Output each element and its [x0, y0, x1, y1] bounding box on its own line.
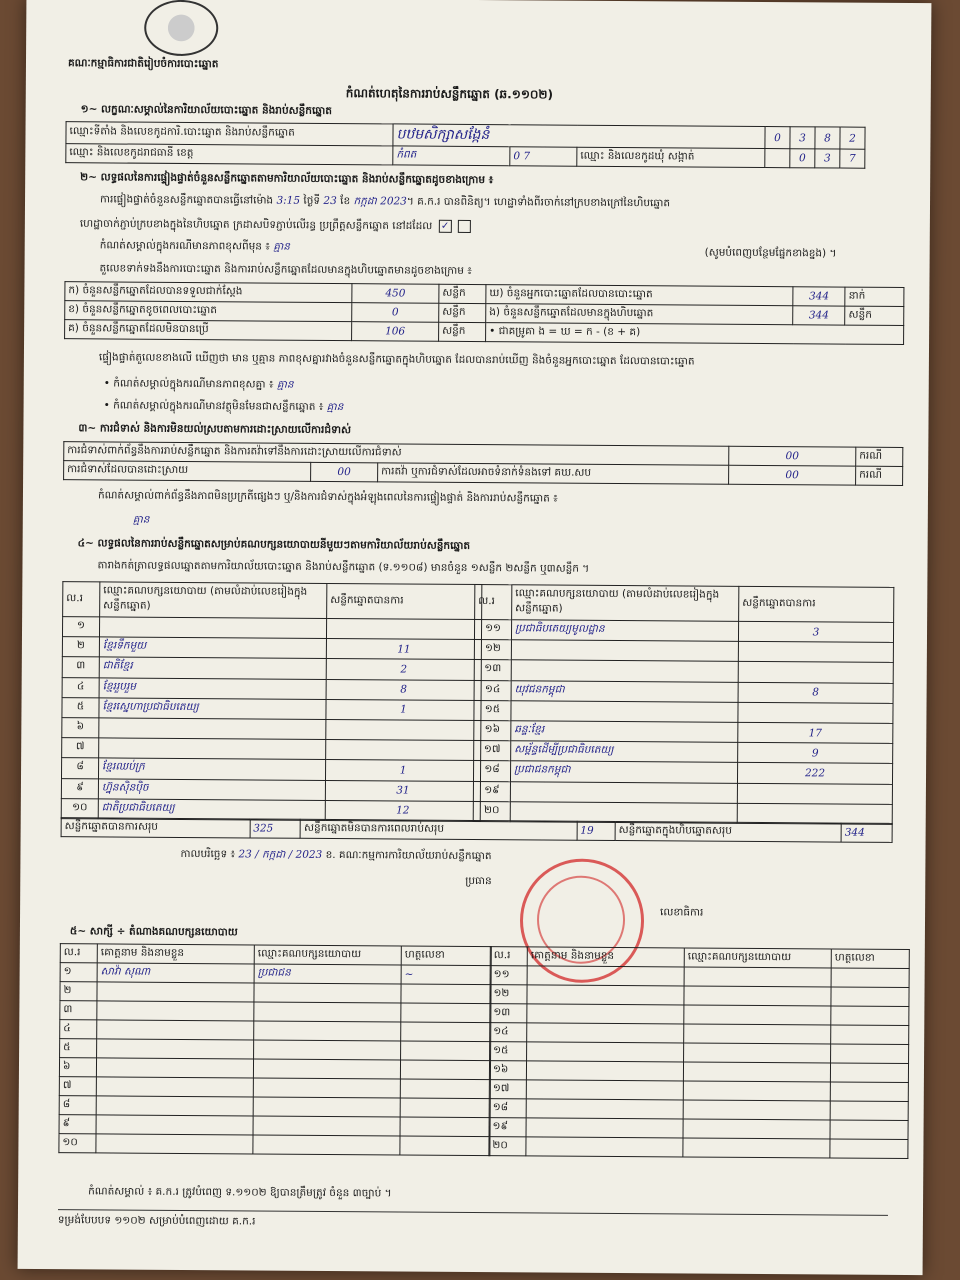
witness-name [526, 1099, 683, 1119]
note-difference: • កំណត់សម្គាល់ក្នុងករណីមានភាពខុសគ្នា ៖ គ្មាន [103, 377, 294, 391]
emblem-logo [144, 0, 218, 56]
witness-signature [400, 1117, 490, 1137]
row-number: ៥ [62, 697, 99, 717]
row-number: ១៦ [474, 720, 511, 740]
row-number: ១៩ [489, 1118, 526, 1137]
witness-party [684, 967, 831, 987]
votes: 17 [738, 722, 893, 743]
votes: 31 [325, 780, 480, 801]
province-value: កំពត [393, 146, 510, 166]
code-digit: 3 [815, 149, 840, 168]
row-number: ៥ [60, 1039, 97, 1058]
form-title: កំណត់ហេតុនៃការរាប់សន្លឹកឆ្នោត (ឆ.១១០២) [345, 86, 554, 102]
row-number: ២ [60, 982, 97, 1001]
row-number: ៦ [59, 1058, 96, 1077]
witness-party [254, 1021, 401, 1041]
witness-name [527, 1042, 684, 1062]
witness-signature [400, 1098, 490, 1118]
party-name: ខ្មែរស្នេហាប្រជាធិបតេយ្យ [99, 698, 326, 720]
chair-label: ប្រធាន [465, 874, 492, 888]
verify-line: ការផ្ទៀងផ្ទាត់ចំនួនសន្លឹកឆ្នោតបានធ្វើនៅម៉ោង 3:15 ថ្ងៃទី 23 ខែ កក្កដា 2023។ គ.ក.រ បានពិនិត្យ។ ហេដ្ឋាទាំងពីរចាក់នៅក្របខាងក្រៅនៃហិបឆ្នោត [99, 193, 671, 210]
witness-party [683, 1119, 830, 1139]
received-count: 450 [352, 284, 439, 304]
row-number: ១៥ [490, 1042, 527, 1061]
party-name: ខ្មែរទឹកមួយ [99, 637, 326, 659]
witness-signature [401, 1003, 491, 1023]
party-name [99, 718, 326, 740]
section3-title: ៣~ ការជំទាស់ និងការមិនយល់ស្របតាមការដោះស្រាយលើការជំទាស់ [78, 422, 352, 437]
province-label: ឈ្មោះ និងលេខកូដរាជធានី ខេត្ត [66, 144, 393, 165]
checkbox-yes: ✓ [439, 220, 452, 233]
form-sheet [18, 0, 932, 1275]
witness-party [683, 1081, 830, 1101]
party-name [99, 738, 326, 760]
code-digit: 8 [815, 127, 840, 149]
row-number: ១ [62, 617, 99, 637]
code-digit: 3 [790, 127, 815, 149]
votes: 8 [326, 679, 481, 700]
party-name: ឆន្ទៈខ្មែរ [511, 721, 738, 743]
witness-name [526, 1137, 683, 1157]
witness-row [59, 1134, 490, 1156]
fill-note: (សូមបំពេញបន្ថែមផ្នែកខាងខ្នង) ។ [704, 246, 837, 260]
row-number: ១៤ [490, 1023, 527, 1042]
votes: 2 [326, 659, 481, 680]
witness-party [253, 1097, 400, 1117]
objection-note-value: គ្មាន [132, 513, 150, 526]
voters-count: 344 [793, 287, 845, 306]
witness-signature: ~ [401, 965, 491, 985]
verify-time: 3:15 [276, 194, 301, 207]
change-note: កំណត់សម្គាល់ក្នុងករណីមានភាពខុសពីមុន ៖ គ្មាន [99, 239, 291, 253]
witness-name [97, 1020, 254, 1040]
votes [737, 783, 892, 804]
witness-name [527, 1004, 684, 1024]
party-name: ជាតិប្រជាធិបតេយ្យ [98, 799, 325, 821]
figures-table: ក) ចំនួនសន្លឹកឆ្នោតដែលបានទទួលជាក់ស្តែង 450 សន្លឹក ឃ) ចំនួនអ្នកបោះឆ្នោតដែលបានបោះឆ្នោត 344 នាក់ ខ) ចំនួនសន្លឹកឆ្នោតខូចពេលបោះឆ្នោត 0 សន្លឹក ង) ចំនួនសន្លឹកឆ្នោតដែលមានក្នុងហិបឆ្នោត 344 សន្លឹក គ) ចំនួនសន្លឹកឆ្នោតដែលមិនបានប្រើ 106 សន្លឹក • ជាគម្រូគា ង = ឃ = ក - (ខ + គ) [64, 281, 904, 345]
witness-signature [831, 1025, 909, 1045]
party-name [511, 640, 738, 662]
votes: 8 [738, 682, 893, 703]
witness-party [683, 1138, 830, 1158]
note-objects: • កំណត់សម្គាល់ក្នុងករណីមានវត្ថុមិនមែនជាសន្លឹកឆ្នោត ៖ គ្មាន [103, 399, 344, 414]
box-total: 344 [841, 823, 892, 842]
location-value: បឋមសិក្សាសង្កែនំ [393, 124, 765, 149]
code-digit: 0 [790, 149, 815, 168]
witness-row [489, 1137, 908, 1159]
witness-signature [830, 1082, 908, 1102]
party-name: យុវជនកម្ពុជា [511, 680, 738, 702]
votes: 9 [738, 742, 893, 763]
province-code: 0 7 [510, 147, 577, 166]
witness-signature [831, 1006, 909, 1026]
row-number: ២ [62, 637, 99, 657]
ballots-in-box: 344 [793, 306, 845, 325]
witness-signature [830, 1063, 908, 1083]
votes: 1 [325, 760, 480, 781]
row-number: ៨ [61, 758, 98, 778]
row-number: ១៩ [473, 781, 510, 801]
votes: 12 [325, 800, 480, 821]
witness-table-right: ល.រ គោត្តនាម និងនាមខ្លួន ឈ្មោះគណបក្សនយោបាយ ហត្ថលេខា ១១ ១២ ១៣ ១៤ ១៥ ១៦ ១៧ ១៨ ១៩ ២០ [488, 946, 909, 1159]
row-number: ១២ [490, 985, 527, 1004]
votes [738, 662, 893, 683]
witness-party [683, 1100, 830, 1120]
witness-name [527, 1023, 684, 1043]
witness-signature [830, 1139, 908, 1159]
witness-name [526, 1080, 683, 1100]
witness-party [253, 1059, 400, 1079]
witness-name [96, 1096, 253, 1116]
row-number: ៧ [62, 738, 99, 758]
section4-subtitle: តារាងកត់ត្រាលទ្ធផលឆ្នោតតាមការិយាល័យបោះឆ្នោត និងរាប់សន្លឹកឆ្នោត (ទ.១១០៨) មានចំនួន ១សន្លឹក ២សន្លឹក ឬ៣សន្លឹក ។ [97, 559, 590, 575]
witness-party [253, 1116, 400, 1136]
row-number: ៤ [62, 677, 99, 697]
row-number: ៧ [59, 1077, 96, 1096]
location-label: ឈ្មោះទីតាំង និងលេខកូដការិ.បោះឆ្នោត និងរាប់សន្លឹកឆ្នោត [66, 122, 393, 146]
witness-name [96, 1077, 253, 1097]
section1-table [65, 121, 865, 169]
org-name: គណៈកម្មាធិការជាតិរៀបចំការបោះឆ្នោត [67, 57, 219, 71]
row-number: ៩ [61, 778, 98, 798]
witness-table-left: ល.រ គោត្តនាម និងនាមខ្លួន ឈ្មោះគណបក្សនយោបាយ ហត្ថលេខា ១ សាវ៉ា សុណា ប្រជាជន ~ ២ ៣ ៤ ៥ ៦ ៧ ៨ ៩ ១០ [58, 943, 491, 1156]
row-number: ៤ [60, 1020, 97, 1039]
witness-party [684, 1005, 831, 1025]
checkbox-no [458, 220, 471, 233]
code-digit: 2 [840, 127, 865, 149]
code-digit: 7 [840, 149, 865, 168]
witness-name [527, 985, 684, 1005]
party-name: ខ្មែររួបរួម [99, 677, 326, 699]
row-number: ១៦ [489, 1061, 526, 1080]
witness-name [526, 1118, 683, 1138]
objection-note: កំណត់សម្គាល់ពាក់ព័ន្ធនឹងភាពមិនប្រក្រតីផ្សេងៗ ឬ/និងការជំទាស់ក្នុងអំឡុងពេលនៃការផ្ទៀងផ្ទាត់ និងការរាប់សន្លឹកឆ្នោត ៖ [97, 489, 558, 505]
witness-party [254, 1040, 401, 1060]
row-number: ១៤ [474, 680, 511, 700]
section4-title: ៤~ លទ្ធផលនៃការរាប់សន្លឹកឆ្នោតសម្រាប់គណបក្សនយោបាយនីមួយៗតាមការិយាល័យរាប់សន្លឹកឆ្នោត [77, 537, 471, 552]
party-name: ខ្មែរឈប់ក្រ [98, 758, 325, 780]
row-number: ១៨ [473, 761, 510, 781]
witness-signature [400, 1060, 490, 1080]
party-name: ហ្វ៊ុនស៊ិនប៉ិច [98, 778, 325, 800]
party-name [511, 701, 738, 723]
party-name [99, 617, 326, 639]
votes [326, 719, 481, 740]
commune-label: ឈ្មោះ និងលេខកូដឃុំ សង្កាត់ [577, 147, 765, 167]
section5-title: ៥~ សាក្សី ÷ តំណាងគណបក្សនយោបាយ [69, 925, 238, 939]
witness-party [253, 1078, 400, 1098]
witness-name [527, 966, 684, 986]
witness-signature [400, 1079, 490, 1099]
row-number: ១១ [474, 620, 511, 640]
party-name [511, 660, 738, 682]
witness-signature [831, 1044, 909, 1064]
witness-signature [831, 987, 909, 1007]
results-table-left: ល.រ ឈ្មោះគណបក្សនយោបាយ (តាមលំដាប់លេខរៀងក្នុងសន្លឹកឆ្នោត) សន្លឹកឆ្នោតបានការ ១ ២ ខ្មែរទឹកមួយ 11 ៣ ជាតិខ្មែរ 2 ៤ ខ្មែររួបរួម 8 ៥ ខ្មែរស្នេហាប្រជាធិបតេយ្យ 1 ៦ ៧ ៨ ខ្មែរឈប់ក្រ 1 ៩ ហ្វ៊ុនស៊ិនប៉ិច 31 ១០ ជាតិប្រជាធិបតេយ្យ 12 [61, 581, 483, 822]
row-number: ១៣ [474, 660, 511, 680]
witness-party [684, 1043, 831, 1063]
witness-party [254, 1002, 401, 1022]
votes [738, 702, 893, 723]
votes [738, 642, 893, 663]
spoiled-count: 0 [352, 303, 439, 323]
witness-party [684, 986, 831, 1006]
witness-name [96, 1134, 253, 1154]
unused-count: 106 [352, 322, 439, 342]
witness-party [254, 983, 401, 1003]
witness-signature [400, 1136, 490, 1156]
row-number: ១២ [474, 640, 511, 660]
party-name: ជាតិខ្មែរ [99, 657, 326, 679]
form-code: ទម្រង់បែបបទ ១១០២ សម្រាប់បំពេញដោយ គ.ក.រ [58, 1209, 888, 1233]
party-name: ប្រជាធិបតេយ្យមូលដ្ឋាន [511, 620, 738, 642]
row-number: ៦ [62, 718, 99, 738]
witness-name [96, 1058, 253, 1078]
row-number: ១១ [490, 966, 527, 985]
totals-row: សន្លឹកឆ្នោតបានការសរុប 325 សន្លឹកឆ្នោតមិនបានការពេលរាប់សរុប 19 សន្លឹកឆ្នោតក្នុងហិបឆ្នោតសរុប 344 [61, 817, 893, 843]
row-number: ៣ [62, 657, 99, 677]
row-number: ១៧ [489, 1080, 526, 1099]
difference-line: ផ្ទៀងផ្ទាត់តួលេខខាងលើ ឃើញថា មាន ឬគ្មាន ភាពខុសគ្នារវាងចំនួនសន្លឹកឆ្នោតក្នុងហិបឆ្នោត ដែលបានរាប់ឃើញ និងចំនួនអ្នកបោះឆ្នោត ដែលបានបោះឆ្នោត [98, 351, 695, 368]
section2-title: ២~ លទ្ធផលនៃការផ្ទៀងផ្ទាត់ចំនួនសន្លឹកឆ្នោតតាមការិយាល័យបោះឆ្នោត និងរាប់សន្លឹកឆ្នោតដូចខាងក្រោម ៖ [80, 171, 494, 187]
row-number: ៣ [60, 1001, 97, 1020]
section1-title: ១~ លក្ខណៈសម្គាល់នៃការិយាល័យបោះឆ្នោត និងរាប់សន្លឹកឆ្នោត [80, 103, 333, 117]
party-name [510, 781, 737, 803]
date-line: កាលបរិច្ឆេទ ៖ 23 / កក្កដា / 2023 ខ. គណៈកម្មការការិយាល័យរាប់សន្លឹកឆ្នោត [180, 847, 492, 863]
invalid-total: 19 [577, 821, 615, 840]
row-number: ២០ [473, 801, 510, 821]
row-number: ២០ [489, 1137, 526, 1156]
witness-signature [831, 968, 909, 988]
witness-signature [401, 984, 491, 1004]
row-number: ១៧ [474, 741, 511, 761]
row-number: ១ [60, 963, 97, 982]
witness-name [96, 1115, 253, 1135]
witness-party: ប្រជាជន [254, 964, 401, 984]
objection-table: ការជំទាស់ពាក់ព័ន្ធនឹងការរាប់សន្លឹកឆ្នោត និងការតវ៉ាទៅនឹងការដោះស្រាយលើការជំទាស់ 00 ករណី ការជំទាស់ដែលបានដោះស្រាយ 00 ការតវ៉ា ឬការជំទាស់ដែលអាចទំនាក់ទំនងទៅ គឃ.សប 00 ករណី [63, 441, 903, 486]
row-number: ១០ [61, 798, 98, 818]
figures-subtitle: តួលេខទាក់ទងនឹងការបោះឆ្នោត និងការរាប់សន្លឹកឆ្នោតដែលមានក្នុងហិបឆ្នោតមានដូចខាងក្រោម ៖ [99, 262, 472, 277]
votes: 222 [737, 763, 892, 784]
votes: 11 [326, 639, 481, 660]
party-name: សម្ព័ន្ធដើម្បីប្រជាធិបតេយ្យ [511, 741, 738, 763]
row-number: ១៥ [474, 700, 511, 720]
witness-name: សាវ៉ា សុណា [97, 963, 254, 983]
votes: 1 [326, 699, 481, 720]
secretary-label: លេខាធិការ [660, 906, 704, 919]
row-number: ១០ [59, 1134, 96, 1153]
results-table-right: ល.រ ឈ្មោះគណបក្សនយោបាយ (តាមលំដាប់លេខរៀងក្នុងសន្លឹកឆ្នោត) សន្លឹកឆ្នោតបានការ ១១ ប្រជាធិបតេយ្យមូលដ្ឋាន 3 ១២ ១៣ ១៤ យុវជនកម្ពុជា 8 ១៥ ១៦ ឆន្ទៈខ្មែរ 17 ១៧ សម្ព័ន្ធដើម្បីប្រជាធិបតេយ្យ 9 ១៨ ប្រជាជនកម្ពុជា 222 ១៩ ២០ [473, 584, 895, 825]
seal-line: ហេដ្ឋាចាក់ភ្ជាប់ក្របខាងក្នុងនៃហិបឆ្នោត ក្រដាសបិទភ្ជាប់លើរន្ធ ប្រព្រឹត្តសន្លឹកឆ្នោត នៅដដែល ✓ [80, 217, 474, 233]
row-number: ១៨ [489, 1099, 526, 1118]
witness-name [97, 982, 254, 1002]
row-number: ៨ [59, 1096, 96, 1115]
witness-name [97, 1001, 254, 1021]
witness-signature [401, 1022, 491, 1042]
code-digit: 0 [765, 127, 790, 149]
witness-name [97, 1039, 254, 1059]
valid-total: 325 [250, 819, 301, 838]
votes [326, 740, 481, 761]
witness-signature [830, 1120, 908, 1140]
party-name: ប្រជាជនកម្ពុជា [510, 761, 737, 783]
votes [326, 618, 481, 639]
witness-signature [830, 1101, 908, 1121]
footer-note: កំណត់សម្គាល់ ៖ គ.ក.រ ត្រូវបំពេញ ទ.១១០២ ឱ្យបានត្រឹមត្រូវ ចំនួន ៣ច្បាប់ ។ [88, 1185, 392, 1200]
row-number: ៩ [59, 1115, 96, 1134]
witness-name [526, 1061, 683, 1081]
witness-party [684, 1024, 831, 1044]
witness-party [683, 1062, 830, 1082]
witness-signature [401, 1041, 491, 1061]
witness-party [253, 1135, 400, 1155]
votes: 3 [738, 621, 893, 642]
row-number: ១៣ [490, 1004, 527, 1023]
